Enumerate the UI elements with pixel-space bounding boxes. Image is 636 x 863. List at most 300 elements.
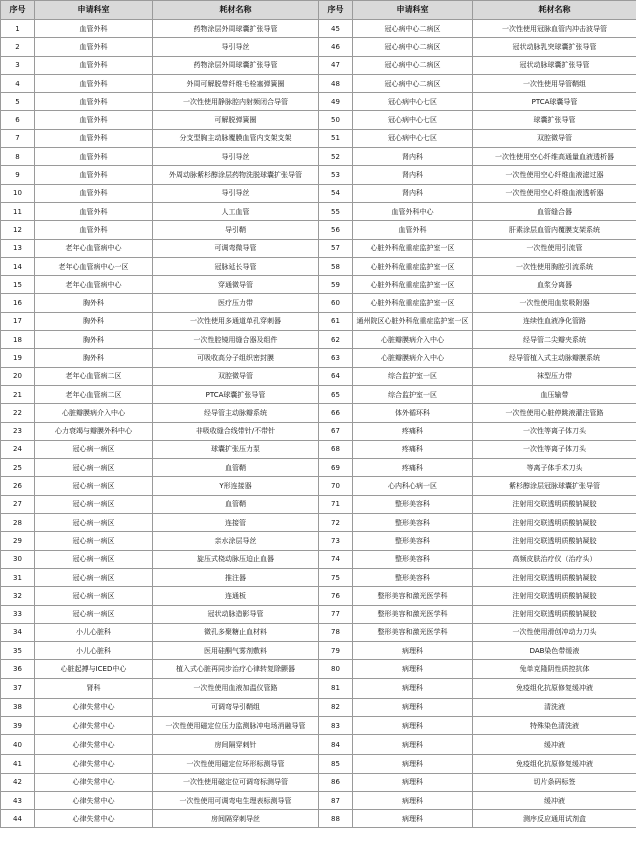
item-name-cell: DAB染色带缓液 [473, 642, 636, 660]
serial-cell: 5 [1, 93, 35, 111]
header-serial-right: 序号 [319, 1, 353, 20]
department-cell: 病理科 [353, 810, 473, 828]
department-cell: 胸外科 [35, 294, 153, 312]
department-cell: 心脏瓣膜病介入中心 [35, 404, 153, 422]
department-cell: 疼痛科 [353, 440, 473, 458]
serial-cell: 3 [1, 56, 35, 74]
serial-cell: 88 [319, 810, 353, 828]
item-name-cell: 一次性使用磁定位压力监测脉冲电场消融导管 [153, 716, 319, 734]
serial-cell: 81 [319, 678, 353, 698]
item-name-cell: 血浆分离器 [473, 276, 636, 294]
item-name-cell: 血管鞘 [153, 459, 319, 477]
serial-cell: 47 [319, 56, 353, 74]
department-cell: 疼痛科 [353, 459, 473, 477]
department-cell: 病理科 [353, 791, 473, 809]
serial-cell: 43 [1, 791, 35, 809]
department-cell: 病理科 [353, 642, 473, 660]
table-row [1, 166, 636, 184]
department-cell: 血管外科 [35, 93, 153, 111]
serial-cell: 84 [319, 735, 353, 755]
serial-cell: 69 [319, 459, 353, 477]
serial-cell: 79 [319, 642, 353, 660]
item-name-cell: 导引导丝 [153, 148, 319, 166]
table-row [1, 660, 636, 678]
department-cell: 病理科 [353, 735, 473, 755]
item-name-cell: 一次性等离子体刀头 [473, 440, 636, 458]
item-name-cell: 一次性使用胸腔引流系统 [473, 257, 636, 275]
department-cell: 心律失常中心 [35, 810, 153, 828]
department-cell: 老年心血管病中心 [35, 239, 153, 257]
department-cell: 整形美容和激光医学科 [353, 605, 473, 623]
department-cell: 血管外科 [35, 20, 153, 38]
table-row [1, 623, 636, 641]
table-row [1, 367, 636, 385]
item-name-cell: 植入式心脏再同步治疗心律转复除颤器 [153, 660, 319, 678]
table-row [1, 404, 636, 422]
department-cell: 血管外科 [35, 56, 153, 74]
serial-cell: 31 [1, 568, 35, 586]
serial-cell: 73 [319, 532, 353, 550]
department-cell: 冠心病中心二病区 [353, 38, 473, 56]
item-name-cell: 特殊染色清洗液 [473, 716, 636, 734]
serial-cell: 42 [1, 773, 35, 791]
table-row [1, 331, 636, 349]
serial-cell: 71 [319, 495, 353, 513]
serial-cell: 54 [319, 184, 353, 202]
item-name-cell: 可解脱弹簧圈 [153, 111, 319, 129]
table-row [1, 735, 636, 755]
serial-cell: 53 [319, 166, 353, 184]
serial-cell: 76 [319, 587, 353, 605]
table-row [1, 239, 636, 257]
department-cell: 疼痛科 [353, 422, 473, 440]
item-name-cell: 一次性使用磁定位可调弯标测导管 [153, 773, 319, 791]
department-cell: 血管外科 [35, 129, 153, 147]
department-cell: 血管外科 [35, 202, 153, 220]
item-name-cell: 高频皮肤治疗仪（治疗头） [473, 550, 636, 568]
table-row [1, 349, 636, 367]
item-name-cell: 导引导丝 [153, 38, 319, 56]
item-name-cell: 一次性使用空心纤维血液透析器 [473, 184, 636, 202]
item-name-cell: 分支型胸主动脉覆膜血管内支架支架 [153, 129, 319, 147]
table-row [1, 129, 636, 147]
serial-cell: 21 [1, 385, 35, 403]
item-name-cell: 冠状动脉球囊扩张导管 [473, 56, 636, 74]
item-name-cell: 一次性使用血浆吸附器 [473, 294, 636, 312]
item-name-cell: 一次性使用引流管 [473, 239, 636, 257]
table-row [1, 276, 636, 294]
serial-cell: 26 [1, 477, 35, 495]
serial-cell: 36 [1, 660, 35, 678]
item-name-cell: 可吸收高分子组织密封膜 [153, 349, 319, 367]
serial-cell: 72 [319, 514, 353, 532]
department-cell: 冠心病中心二病区 [353, 20, 473, 38]
serial-cell: 77 [319, 605, 353, 623]
header-department-left: 申请科室 [35, 1, 153, 20]
item-name-cell: 一次性使用多通道单孔穿刺器 [153, 312, 319, 330]
serial-cell: 67 [319, 422, 353, 440]
serial-cell: 28 [1, 514, 35, 532]
item-name-cell: 一次性使用磁定位环形标测导管 [153, 755, 319, 773]
serial-cell: 32 [1, 587, 35, 605]
department-cell: 血管外科 [35, 74, 153, 92]
item-name-cell: 血管缝合器 [473, 202, 636, 220]
item-name-cell: 非吸收缝合线带针/不带针 [153, 422, 319, 440]
department-cell: 心脏外科危重症监护室一区 [353, 257, 473, 275]
department-cell: 老年心血管病中心一区 [35, 257, 153, 275]
item-name-cell: 冠状动脉乳突球囊扩张导管 [473, 38, 636, 56]
department-cell: 冠心病一病区 [35, 532, 153, 550]
table-row [1, 755, 636, 773]
item-name-cell: 紫杉醇涂层冠脉球囊扩张导管 [473, 477, 636, 495]
department-cell: 心脏外科危重症监护室一区 [353, 239, 473, 257]
serial-cell: 8 [1, 148, 35, 166]
header-item-name-right: 耗材名称 [473, 1, 636, 20]
table-row [1, 385, 636, 403]
department-cell: 冠心病一病区 [35, 459, 153, 477]
department-cell: 冠心病一病区 [35, 477, 153, 495]
department-cell: 心律失常中心 [35, 735, 153, 755]
header-serial-left: 序号 [1, 1, 35, 20]
table-row [1, 38, 636, 56]
department-cell: 小儿心脏科 [35, 623, 153, 641]
serial-cell: 86 [319, 773, 353, 791]
table-row [1, 20, 636, 38]
serial-cell: 82 [319, 698, 353, 716]
department-cell: 血管外科 [35, 148, 153, 166]
department-cell: 心脏外科危重症监护室一区 [353, 294, 473, 312]
item-name-cell: 切片条码标签 [473, 773, 636, 791]
serial-cell: 60 [319, 294, 353, 312]
table-row [1, 477, 636, 495]
department-cell: 心力衰竭与瓣膜外科中心 [35, 422, 153, 440]
item-name-cell: 双腔微导管 [473, 129, 636, 147]
serial-cell: 19 [1, 349, 35, 367]
department-cell: 心脏起搏与ICED中心 [35, 660, 153, 678]
item-name-cell: 测序反应通用试剂盒 [473, 810, 636, 828]
department-cell: 肾内科 [353, 166, 473, 184]
item-name-cell: 导引鞘 [153, 221, 319, 239]
item-name-cell: 缓冲液 [473, 735, 636, 755]
serial-cell: 18 [1, 331, 35, 349]
department-cell: 小儿心脏科 [35, 642, 153, 660]
item-name-cell: 双腔微导管 [153, 367, 319, 385]
department-cell: 整形美容科 [353, 514, 473, 532]
department-cell: 冠心病中心二病区 [353, 74, 473, 92]
item-name-cell: 一次性使用冠脉血管内冲击波导管 [473, 20, 636, 38]
department-cell: 心律失常中心 [35, 716, 153, 734]
item-name-cell: 一次性使用空心纤维高通量血液透析器 [473, 148, 636, 166]
department-cell: 血管外科 [35, 111, 153, 129]
serial-cell: 85 [319, 755, 353, 773]
item-name-cell: 免疫组化抗原修复缓冲液 [473, 755, 636, 773]
department-cell: 心律失常中心 [35, 755, 153, 773]
serial-cell: 15 [1, 276, 35, 294]
item-name-cell: 冠脉延长导管 [153, 257, 319, 275]
item-name-cell: 药物涂层外周球囊扩张导管 [153, 56, 319, 74]
serial-cell: 39 [1, 716, 35, 734]
table-row [1, 605, 636, 623]
table-row [1, 773, 636, 791]
item-name-cell: 肝素涂层血管内覆膜支架系统 [473, 221, 636, 239]
serial-cell: 6 [1, 111, 35, 129]
table-row [1, 514, 636, 532]
item-name-cell: 兔单克隆阴性质控抗体 [473, 660, 636, 678]
department-cell: 老年心血管病二区 [35, 367, 153, 385]
department-cell: 冠心病中心七区 [353, 129, 473, 147]
department-cell: 老年心血管病中心 [35, 276, 153, 294]
serial-cell: 51 [319, 129, 353, 147]
serial-cell: 35 [1, 642, 35, 660]
department-cell: 心脏外科危重症监护室一区 [353, 276, 473, 294]
serial-cell: 59 [319, 276, 353, 294]
department-cell: 冠心病一病区 [35, 605, 153, 623]
department-cell: 冠心病中心二病区 [353, 56, 473, 74]
serial-cell: 12 [1, 221, 35, 239]
serial-cell: 1 [1, 20, 35, 38]
table-row [1, 587, 636, 605]
serial-cell: 75 [319, 568, 353, 586]
department-cell: 肾内科 [353, 184, 473, 202]
serial-cell: 2 [1, 38, 35, 56]
department-cell: 整形美容科 [353, 495, 473, 513]
item-name-cell: 等离子体手术刀头 [473, 459, 636, 477]
department-cell: 血管外科 [35, 166, 153, 184]
serial-cell: 13 [1, 239, 35, 257]
department-cell: 整形美容科 [353, 550, 473, 568]
department-cell: 通州院区心脏外科危重症监护室一区 [353, 312, 473, 330]
table-row [1, 810, 636, 828]
serial-cell: 4 [1, 74, 35, 92]
department-cell: 肾内科 [353, 148, 473, 166]
table-row [1, 495, 636, 513]
department-cell: 病理科 [353, 716, 473, 734]
table-row [1, 221, 636, 239]
item-name-cell: 一次性使用空心纤维血液滤过器 [473, 166, 636, 184]
item-name-cell: 可调弯导引鞘组 [153, 698, 319, 716]
serial-cell: 80 [319, 660, 353, 678]
item-name-cell: 球囊扩张压力泵 [153, 440, 319, 458]
department-cell: 血管外科中心 [353, 202, 473, 220]
item-name-cell: 一次性使用可调弯电生理表标测导管 [153, 791, 319, 809]
serial-cell: 64 [319, 367, 353, 385]
department-cell: 病理科 [353, 773, 473, 791]
item-name-cell: 人工血管 [153, 202, 319, 220]
serial-cell: 63 [319, 349, 353, 367]
header-row [1, 1, 636, 20]
serial-cell: 74 [319, 550, 353, 568]
department-cell: 冠心病一病区 [35, 550, 153, 568]
table-row [1, 202, 636, 220]
department-cell: 心脏瓣膜病介入中心 [353, 331, 473, 349]
serial-cell: 27 [1, 495, 35, 513]
serial-cell: 65 [319, 385, 353, 403]
item-name-cell: 房间隔穿刺导丝 [153, 810, 319, 828]
department-cell: 血管外科 [35, 38, 153, 56]
serial-cell: 40 [1, 735, 35, 755]
serial-cell: 11 [1, 202, 35, 220]
department-cell: 病理科 [353, 755, 473, 773]
item-name-cell: 连接管 [153, 514, 319, 532]
item-name-cell: 一次性使用静脉腔内射频闭合导管 [153, 93, 319, 111]
table-row [1, 550, 636, 568]
table-row [1, 459, 636, 477]
item-name-cell: 经导管植入式主动脉瓣膜系统 [473, 349, 636, 367]
item-name-cell: 清洗液 [473, 698, 636, 716]
table-row [1, 93, 636, 111]
department-cell: 心律失常中心 [35, 791, 153, 809]
item-name-cell: 推注器 [153, 568, 319, 586]
table-row [1, 716, 636, 734]
serial-cell: 34 [1, 623, 35, 641]
department-cell: 冠心病中心七区 [353, 93, 473, 111]
item-name-cell: 注射用交联透明质酸钠凝胶 [473, 587, 636, 605]
serial-cell: 78 [319, 623, 353, 641]
item-name-cell: 一次性使用滑创冲动力刀头 [473, 623, 636, 641]
department-cell: 病理科 [353, 660, 473, 678]
serial-cell: 17 [1, 312, 35, 330]
serial-cell: 24 [1, 440, 35, 458]
serial-cell: 33 [1, 605, 35, 623]
department-cell: 冠心病一病区 [35, 514, 153, 532]
department-cell: 病理科 [353, 698, 473, 716]
serial-cell: 23 [1, 422, 35, 440]
table-row [1, 111, 636, 129]
item-name-cell: 免疫组化抗原修复缓冲液 [473, 678, 636, 698]
department-cell: 整形美容科 [353, 568, 473, 586]
department-cell: 心律失常中心 [35, 773, 153, 791]
serial-cell: 22 [1, 404, 35, 422]
table-row [1, 791, 636, 809]
table-row [1, 422, 636, 440]
serial-cell: 52 [319, 148, 353, 166]
department-cell: 心律失常中心 [35, 698, 153, 716]
serial-cell: 7 [1, 129, 35, 147]
serial-cell: 44 [1, 810, 35, 828]
serial-cell: 25 [1, 459, 35, 477]
item-name-cell: 血管鞘 [153, 495, 319, 513]
serial-cell: 58 [319, 257, 353, 275]
department-cell: 综合监护室一区 [353, 367, 473, 385]
serial-cell: 62 [319, 331, 353, 349]
item-name-cell: 旋压式桡动脉压迫止血器 [153, 550, 319, 568]
table-row [1, 678, 636, 698]
item-name-cell: 外周动脉紫杉醇涂层药物洗脱球囊扩张导管 [153, 166, 319, 184]
table-row [1, 257, 636, 275]
department-cell: 冠心病一病区 [35, 495, 153, 513]
serial-cell: 37 [1, 678, 35, 698]
department-cell: 冠心病中心七区 [353, 111, 473, 129]
department-cell: 整形美容科 [353, 532, 473, 550]
item-name-cell: PTCA球囊导管 [473, 93, 636, 111]
department-cell: 胸外科 [35, 349, 153, 367]
serial-cell: 50 [319, 111, 353, 129]
serial-cell: 55 [319, 202, 353, 220]
department-cell: 体外循环科 [353, 404, 473, 422]
department-cell: 血管外科 [353, 221, 473, 239]
item-name-cell: 房间隔穿刺针 [153, 735, 319, 755]
item-name-cell: 外周可解脱带纤维毛栓塞弹簧圈 [153, 74, 319, 92]
serial-cell: 10 [1, 184, 35, 202]
department-cell: 冠心病一病区 [35, 440, 153, 458]
department-cell: 综合监护室一区 [353, 385, 473, 403]
serial-cell: 45 [319, 20, 353, 38]
serial-cell: 41 [1, 755, 35, 773]
item-name-cell: 导引导丝 [153, 184, 319, 202]
serial-cell: 30 [1, 550, 35, 568]
item-name-cell: 一次性等离子体刀头 [473, 422, 636, 440]
table-row [1, 56, 636, 74]
item-name-cell: 血压输带 [473, 385, 636, 403]
department-cell: 胸外科 [35, 312, 153, 330]
item-name-cell: 连续性血液净化管路 [473, 312, 636, 330]
table-row [1, 698, 636, 716]
item-name-cell: Y形连接器 [153, 477, 319, 495]
department-cell: 老年心血管病二区 [35, 385, 153, 403]
department-cell: 病理科 [353, 678, 473, 698]
table-row [1, 642, 636, 660]
serial-cell: 38 [1, 698, 35, 716]
table-row [1, 294, 636, 312]
department-cell: 心脏瓣膜病介入中心 [353, 349, 473, 367]
department-cell: 胸外科 [35, 331, 153, 349]
item-name-cell: 注射用交联透明质酸钠凝胶 [473, 568, 636, 586]
table-row [1, 74, 636, 92]
serial-cell: 46 [319, 38, 353, 56]
header-department-right: 申请科室 [353, 1, 473, 20]
item-name-cell: 一次性使用导管鞘组 [473, 74, 636, 92]
item-name-cell: 连通板 [153, 587, 319, 605]
item-name-cell: 一次性使用血液加温仪管路 [153, 678, 319, 698]
serial-cell: 66 [319, 404, 353, 422]
item-name-cell: 一次性腔镜用缝合器及组件 [153, 331, 319, 349]
item-name-cell: 微孔多聚糖止血材料 [153, 623, 319, 641]
item-name-cell: 袜型压力带 [473, 367, 636, 385]
item-name-cell: 医用硅酮气雾剂敷料 [153, 642, 319, 660]
department-cell: 冠心病一病区 [35, 587, 153, 605]
item-name-cell: 可调弯微导管 [153, 239, 319, 257]
department-cell: 冠心病一病区 [35, 568, 153, 586]
department-cell: 血管外科 [35, 184, 153, 202]
serial-cell: 48 [319, 74, 353, 92]
table-row [1, 532, 636, 550]
item-name-cell: 缓冲液 [473, 791, 636, 809]
table-body [1, 20, 636, 828]
item-name-cell: 穿通微导管 [153, 276, 319, 294]
item-name-cell: 冠状动脉造影导管 [153, 605, 319, 623]
serial-cell: 83 [319, 716, 353, 734]
item-name-cell: 经导管二尖瓣夹系统 [473, 331, 636, 349]
serial-cell: 29 [1, 532, 35, 550]
item-name-cell: 一次性使用心脏停跳液灌注管路 [473, 404, 636, 422]
serial-cell: 87 [319, 791, 353, 809]
table-row [1, 184, 636, 202]
serial-cell: 14 [1, 257, 35, 275]
item-name-cell: 注射用交联透明质酸钠凝胶 [473, 605, 636, 623]
serial-cell: 68 [319, 440, 353, 458]
serial-cell: 9 [1, 166, 35, 184]
item-name-cell: 球囊扩张导管 [473, 111, 636, 129]
serial-cell: 49 [319, 93, 353, 111]
table-row [1, 148, 636, 166]
table-row [1, 440, 636, 458]
item-name-cell: 注射用交联透明质酸钠凝胶 [473, 532, 636, 550]
department-cell: 血管外科 [35, 221, 153, 239]
item-name-cell: 医疗压力带 [153, 294, 319, 312]
department-cell: 整形美容和激光医学科 [353, 587, 473, 605]
serial-cell: 57 [319, 239, 353, 257]
serial-cell: 56 [319, 221, 353, 239]
